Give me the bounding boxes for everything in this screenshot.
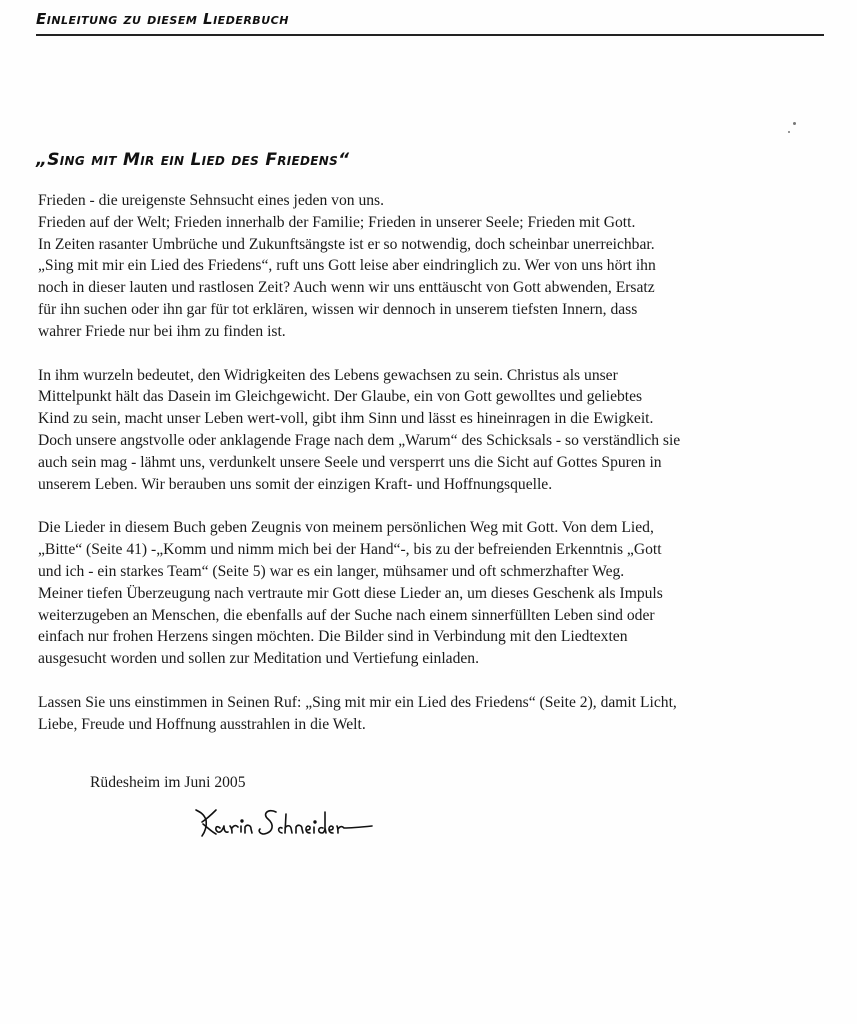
text-line: „Bitte“ (Seite 41) -„Komm und nimm mich bei der Hand“-, bis zu der befreienden Erkenntnis „Gott: [38, 541, 662, 559]
handwritten-signature: [190, 800, 380, 850]
paragraph-2: [38, 365, 828, 496]
text-line: In ihm wurzeln bedeutet, den Widrigkeiten des Lebens gewachsen zu sein. Christus als unser: [38, 366, 618, 384]
paragraph-4: [38, 692, 828, 736]
text-line: „Sing mit mir ein Lied des Friedens“, ruft uns Gott leise aber eindringlich zu. Wer von uns hört ihn: [38, 257, 656, 275]
text-line: Liebe, Freude und Hoffnung ausstrahlen in die Welt.: [38, 715, 366, 733]
text-line: unserem Leben. Wir berauben uns somit der einzigen Kraft- und Hoffnungsquelle.: [38, 475, 553, 493]
introduction-text: [38, 190, 828, 758]
text-line: für ihn suchen oder ihn gar für tot erklären, wissen wir dennoch in unserem tiefsten Innern, dass: [38, 300, 638, 318]
text-line: Die Lieder in diesem Buch geben Zeugnis von meinem persönlichen Weg mit Gott. Von dem Lied,: [38, 519, 654, 537]
text-line: Frieden auf der Welt; Frieden innerhalb der Familie; Frieden in unserer Seele; Frieden mit Gott.: [38, 213, 636, 231]
text-line: ausgesucht worden und sollen zur Meditation und Vertiefung einladen.: [38, 650, 479, 668]
text-line: noch in dieser lauten und rastlosen Zeit? Auch wenn wir uns enttäuscht von Gott abwenden, Ersatz: [38, 279, 655, 297]
song-title: „Sing mit Mir ein Lied des Friedens“: [36, 150, 350, 170]
text-line: Lassen Sie uns einstimmen in Seinen Ruf: „Sing mit mir ein Lied des Friedens“ (Seite 2), damit Licht,: [38, 693, 677, 711]
header-rule: [36, 34, 824, 36]
text-line: Doch unsere angstvolle oder anklagende Frage nach dem „Warum“ des Schicksals - so verständlich sie: [38, 431, 681, 449]
scan-speck: [793, 122, 796, 125]
text-line: In Zeiten rasanter Umbrüche und Zukunftsängste ist er so notwendig, doch scheinbar unerreichbar.: [38, 235, 655, 253]
text-line: und ich - ein starkes Team“ (Seite 5) war es ein langer, mühsamer und oft schmerzhafter Weg.: [38, 562, 625, 580]
paragraph-1: [38, 190, 828, 343]
scan-speck: [788, 131, 790, 133]
text-line: Meiner tiefen Überzeugung nach vertraute mir Gott diese Lieder an, um dieses Geschenk als Impuls: [38, 584, 663, 602]
text-line: wahrer Friede nur bei ihm zu finden ist.: [38, 322, 286, 340]
text-line: Mittelpunkt hält das Dasein im Gleichgewicht. Der Glaube, ein von Gott gewolltes und geliebtes: [38, 388, 643, 406]
text-line: Kind zu sein, macht unser Leben wert-voll, gibt ihm Sinn und lässt es hineinragen in die Ewigkeit.: [38, 410, 654, 428]
text-line: Frieden - die ureigenste Sehnsucht eines jeden von uns.: [38, 192, 385, 209]
text-line: auch sein mag - lähmt uns, verdunkelt unsere Seele und versperrt uns die Sicht auf Gottes Spuren in: [38, 453, 662, 471]
place-date: Rüdesheim im Juni 2005: [90, 774, 246, 791]
text-line: weiterzugeben an Menschen, die ebenfalls auf der Suche nach einem sinnerfüllten Leben sind oder: [38, 606, 655, 624]
text-line: einfach nur frohen Herzens singen möchten. Die Bilder sind in Verbindung mit den Liedtexten: [38, 628, 628, 646]
paragraph-3: [38, 517, 828, 670]
header-title: Einleitung zu diesem Liederbuch: [36, 10, 289, 28]
signature-drawing: [190, 800, 380, 846]
